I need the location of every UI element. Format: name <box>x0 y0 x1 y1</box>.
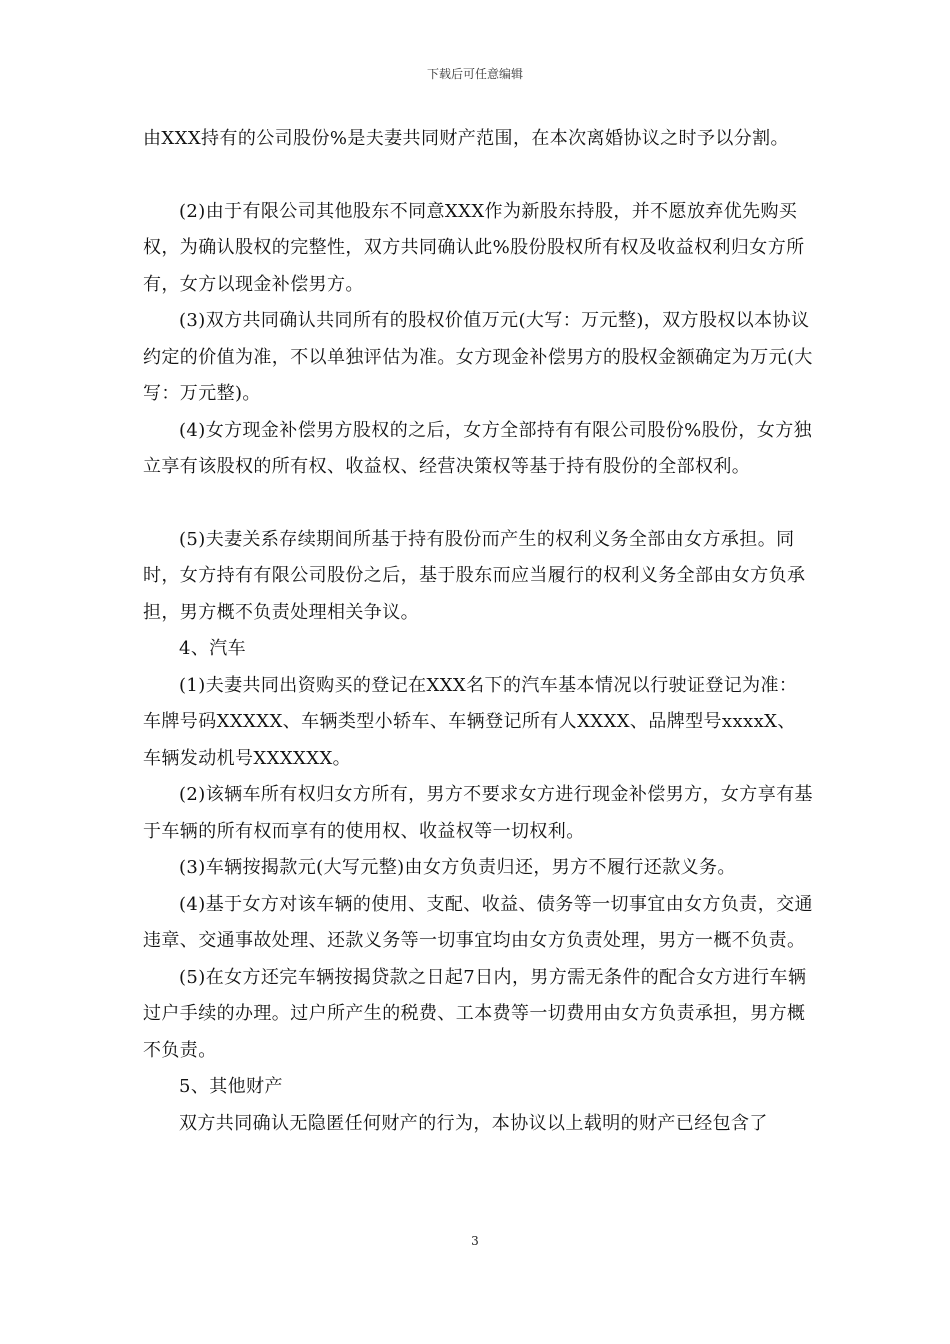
section-heading-other-property: 5、其他财产 <box>179 1076 283 1097</box>
document-body <box>143 121 813 1142</box>
paragraph-other-property: 双方共同确认无隐匿任何财产的行为，本协议以上载明的财产已经包含了 <box>179 1112 768 1134</box>
section-heading-car: 4、汽车 <box>179 638 247 659</box>
paragraph-equity-2: (2)由于有限公司其他股东不同意XXX作为新股东持股，并不愿放弃优先购买权，为确认股权的完整性，双方共同确认此%股份股权所有权及收益权利归女方所有，女方以现金补偿男方。 <box>143 200 805 295</box>
paragraph-equity-3: (3)双方共同确认共同所有的股权价值万元(大写：万元整)，双方股权以本协议约定的价值为准，不以单独评估为准。女方现金补偿男方的股权金额确定为万元(大写：万元整)。 <box>143 310 813 404</box>
paragraph-car-4: (4)基于女方对该车辆的使用、支配、收益、债务等一切事宜由女方负责，交通违章、交通事故处理、还款义务等一切事宜均由女方负责处理，男方一概不负责。 <box>143 893 813 951</box>
paragraph-share-scope: 由XXX持有的公司股份%是夫妻共同财产范围，在本次离婚协议之时予以分割。 <box>143 128 789 149</box>
page-number: 3 <box>471 1234 479 1248</box>
paragraph-equity-4: (4)女方现金补偿男方股权的之后，女方全部持有有限公司股份%股份，女方独立享有该股权的所有权、收益权、经营决策权等基于持有股份的全部权利。 <box>143 419 812 477</box>
paragraph-equity-5: (5)夫妻关系存续期间所基于持有股份而产生的权利义务全部由女方承担。同时，女方持有有限公司股份之后，基于股东而应当履行的权利义务全部由女方负承担，男方概不负责处理相关争议。 <box>143 528 806 623</box>
paragraph-car-1: (1)夫妻共同出资购买的登记在XXX名下的汽车基本情况以行驶证登记为准：车牌号码XXXXX、车辆类型小轿车、车辆登记所有人XXXX、品牌型号xxxxX、车辆发动机号XXXXXX。 <box>143 674 798 769</box>
paragraph-car-5: (5)在女方还完车辆按揭贷款之日起7日内，男方需无条件的配合女方进行车辆过户手续的办理。过户所产生的税费、工本费等一切费用由女方负责承担，男方概不负责。 <box>143 966 807 1061</box>
paragraph-car-3: (3)车辆按揭款元(大写元整)由女方负责归还，男方不履行还款义务。 <box>179 857 736 878</box>
page-header: 下载后可任意编辑 <box>426 67 523 81</box>
paragraph-car-2: (2)该辆车所有权归女方所有，男方不要求女方进行现金补偿男方，女方享有基于车辆的所有权而享有的使用权、收益权等一切权利。 <box>143 784 813 842</box>
